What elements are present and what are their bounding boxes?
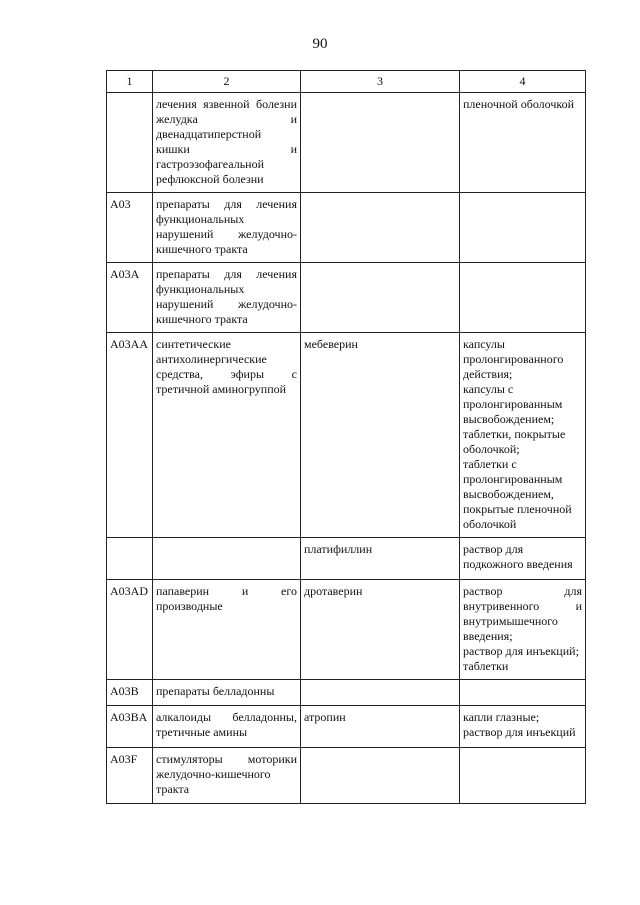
group-cell: алкалоиды белладонны, третичные амины	[153, 706, 301, 748]
dosage-form-cell	[460, 193, 586, 263]
atc-code-cell: A03AD	[107, 580, 153, 680]
atc-code-cell	[107, 93, 153, 193]
dosage-form-cell	[460, 263, 586, 333]
table-row	[107, 580, 586, 680]
table-row	[107, 706, 586, 748]
drug-cell	[301, 193, 460, 263]
drug-cell	[301, 263, 460, 333]
drug-cell: платифиллин	[301, 538, 460, 580]
dosage-form-cell	[460, 680, 586, 706]
table-row	[107, 680, 586, 706]
table-row	[107, 748, 586, 804]
page-number: 90	[312, 36, 328, 52]
column-header: 3	[301, 71, 460, 93]
drug-cell: дротаверин	[301, 580, 460, 680]
drug-cell	[301, 748, 460, 804]
group-cell: папаверин и его производные	[153, 580, 301, 680]
group-cell	[153, 538, 301, 580]
atc-code-cell: A03B	[107, 680, 153, 706]
group-cell: препараты белладонны	[153, 680, 301, 706]
table-row	[107, 538, 586, 580]
drug-table	[106, 70, 586, 804]
group-cell: препараты для лечения функциональных нарушений желудочно-кишечного тракта	[153, 193, 301, 263]
atc-code-cell: A03BA	[107, 706, 153, 748]
atc-code-cell: A03F	[107, 748, 153, 804]
column-header: 4	[460, 71, 586, 93]
drug-cell: мебеверин	[301, 333, 460, 538]
drug-cell: атропин	[301, 706, 460, 748]
dosage-form-cell	[460, 748, 586, 804]
drug-cell	[301, 680, 460, 706]
dosage-form-cell: раствор для внутривенного и внутримышечного введения; раствор для инъекций; таблетки	[460, 580, 586, 680]
group-cell: лечения язвенной болезни желудка и двенадцатиперстной кишки и гастроэзофагеальной рефлюксной болезни	[153, 93, 301, 193]
group-cell: препараты для лечения функциональных нарушений желудочно-кишечного тракта	[153, 263, 301, 333]
table-row	[107, 93, 586, 193]
atc-code-cell: A03AA	[107, 333, 153, 538]
column-header: 1	[107, 71, 153, 93]
atc-code-cell: A03	[107, 193, 153, 263]
column-header: 2	[153, 71, 301, 93]
table-row	[107, 193, 586, 263]
dosage-form-cell: капсулы пролонгированного действия; капсулы с пролонгированным высвобождением; таблетки, покрытые оболочкой; таблетки с пролонгированным высвобождением, покрытые пленочной оболочкой	[460, 333, 586, 538]
atc-code-cell: A03A	[107, 263, 153, 333]
dosage-form-cell: пленочной оболочкой	[460, 93, 586, 193]
table-row	[107, 263, 586, 333]
group-cell: стимуляторы моторики желудочно-кишечного тракта	[153, 748, 301, 804]
atc-code-cell	[107, 538, 153, 580]
group-cell: синтетические антихолинергические средства, эфиры с третичной аминогруппой	[153, 333, 301, 538]
table-header-row	[107, 71, 586, 93]
dosage-form-cell: раствор для подкожного введения	[460, 538, 586, 580]
dosage-form-cell: капли глазные; раствор для инъекций	[460, 706, 586, 748]
drug-cell	[301, 93, 460, 193]
table-row	[107, 333, 586, 538]
